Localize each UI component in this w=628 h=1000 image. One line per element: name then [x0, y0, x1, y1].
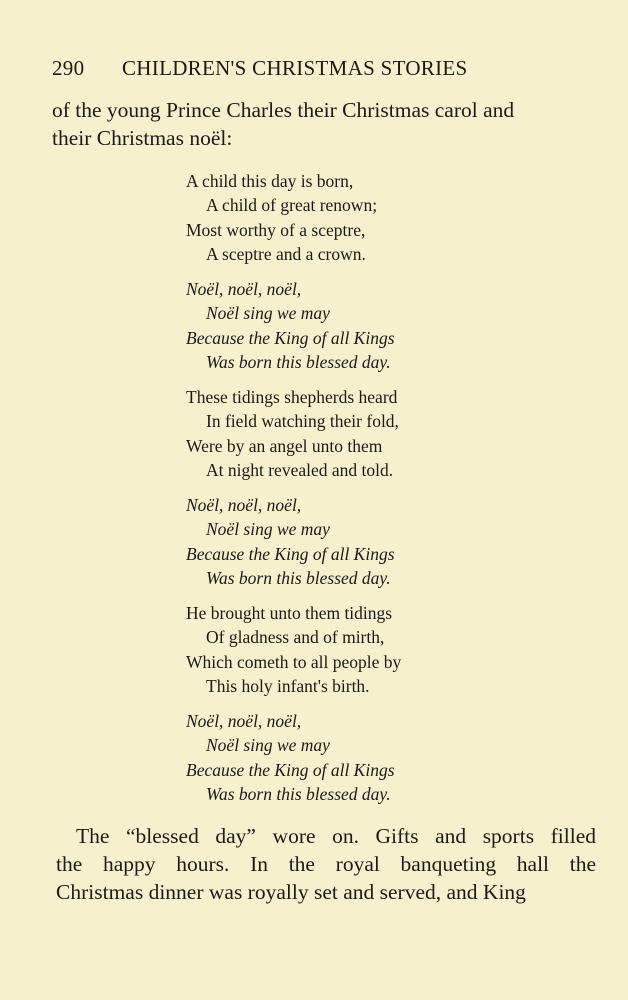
- verse-line: In field watching their fold,: [206, 411, 399, 432]
- chorus-3: [186, 709, 546, 806]
- verse-line: At night revealed and told.: [206, 459, 394, 480]
- page-number: 290: [52, 56, 85, 80]
- verse-line: Noël, noël, noël,: [186, 495, 302, 515]
- lead-line: of the young Prince Charles their Christmas carol and: [52, 98, 515, 122]
- closing-paragraph: [56, 822, 596, 906]
- verse-line: Noël sing we may: [206, 303, 330, 324]
- paragraph-line: Christmas dinner was royally set and served, and King: [56, 880, 526, 904]
- verse-line: A child of great renown;: [206, 195, 378, 216]
- verse-line: A sceptre and a crown.: [206, 243, 366, 264]
- verse-line: Of gladness and of mirth,: [206, 627, 385, 648]
- verse-line: A child this day is born,: [186, 171, 354, 191]
- verse-line: Was born this blessed day.: [206, 351, 391, 372]
- verse-line: Were by an angel unto them: [186, 435, 383, 456]
- verse-line: Which cometh to all people by: [186, 651, 402, 672]
- verse-line: This holy infant's birth.: [206, 675, 370, 696]
- stanza-2: [186, 385, 546, 482]
- running-header: [52, 56, 568, 81]
- chorus-2: [186, 493, 546, 590]
- verse-line: He brought unto them tidings: [186, 603, 393, 623]
- stanza-3: [186, 601, 546, 698]
- verse-line: Noël, noël, noël,: [186, 711, 302, 731]
- paragraph-line: the happy hours. In the royal banqueting hall the: [56, 852, 596, 876]
- stanza-1: [186, 169, 546, 266]
- verse-line: Was born this blessed day.: [206, 783, 391, 804]
- lead-line: their Christmas noël:: [52, 126, 233, 150]
- paragraph-line: The “blessed day” wore on. Gifts and sports filled: [76, 824, 596, 848]
- verse-line: These tidings shepherds heard: [186, 387, 398, 407]
- lead-paragraph: [52, 96, 592, 152]
- verse-line: Most worthy of a sceptre,: [186, 219, 366, 240]
- verse-line: Because the King of all Kings: [186, 543, 395, 564]
- chorus-1: [186, 277, 546, 374]
- verse-line: Because the King of all Kings: [186, 759, 395, 780]
- verse-line: Noël sing we may: [206, 519, 330, 540]
- verse-line: Was born this blessed day.: [206, 567, 391, 588]
- verse-line: Noël sing we may: [206, 735, 330, 756]
- verse-line: Because the King of all Kings: [186, 327, 395, 348]
- running-title: CHILDREN'S CHRISTMAS STORIES: [122, 56, 468, 80]
- verse-line: Noël, noël, noël,: [186, 279, 302, 299]
